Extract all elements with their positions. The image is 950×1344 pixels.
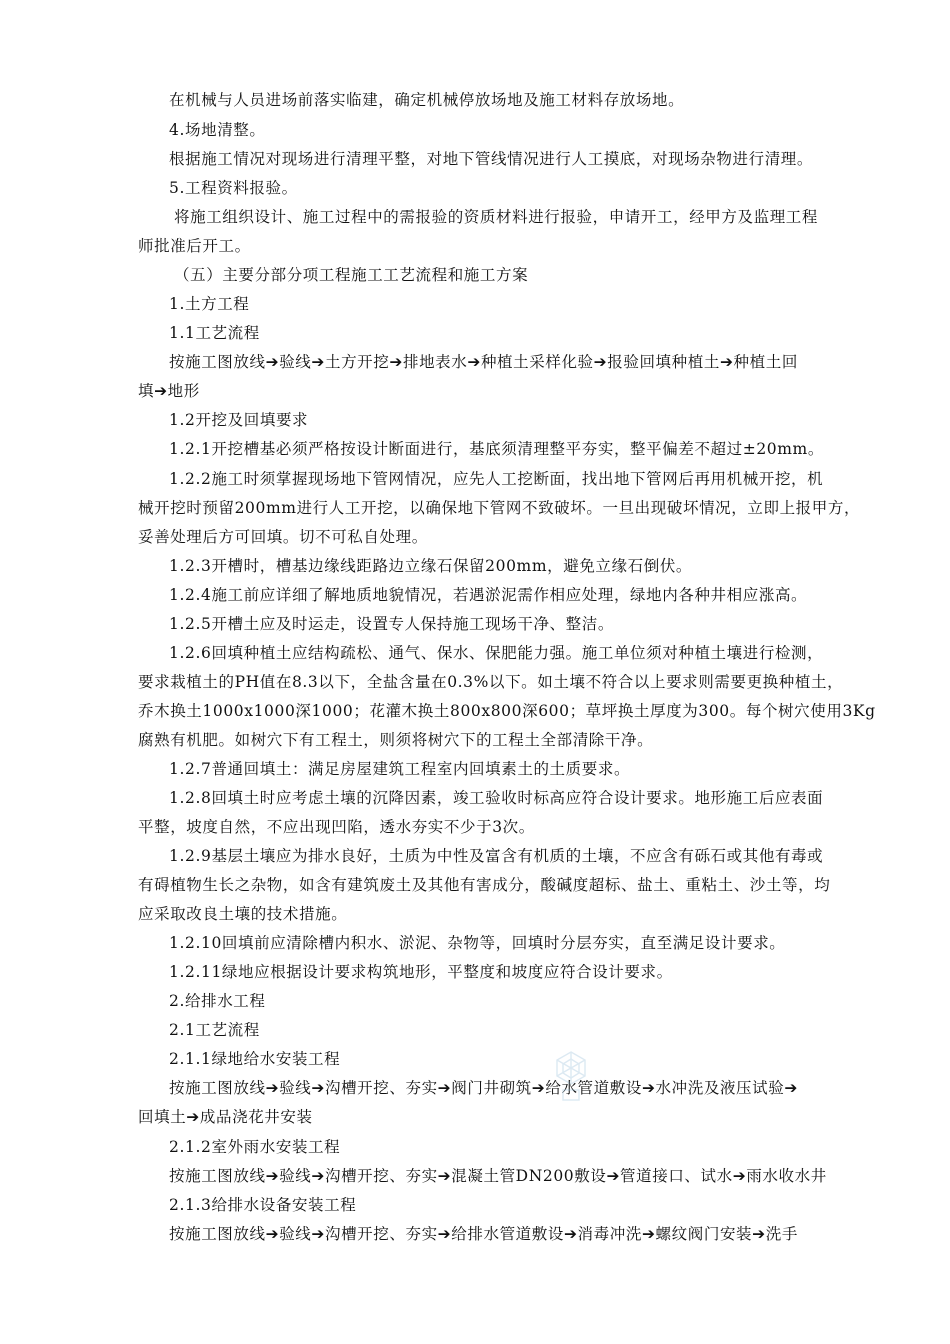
- section-heading: 2.给排水工程: [169, 992, 266, 1010]
- section-heading: 5.工程资料报验。: [169, 179, 298, 197]
- process-flow-line: 回填土➔成品浇花井安装: [138, 1108, 313, 1126]
- paragraph-line: 师批准后开工。: [138, 237, 251, 255]
- paragraph-line: 1.2.11绿地应根据设计要求构筑地形，平整度和坡度应符合设计要求。: [169, 963, 673, 981]
- process-flow-line: 按施工图放线➔验线➔土方开挖➔排地表水➔种植土采样化验➔报验回填种植土➔种植土回: [169, 353, 798, 371]
- paragraph-line: 应采取改良土壤的技术措施。: [138, 905, 348, 923]
- process-flow-line: 按施工图放线➔验线➔沟槽开挖、夯实➔阀门井砌筑➔给水管道敷设➔水冲洗及液压试验➔: [169, 1079, 798, 1097]
- section-heading: 1.1工艺流程: [169, 324, 260, 342]
- process-flow-line: 按施工图放线➔验线➔沟槽开挖、夯实➔混凝土管DN200敷设➔管道接口、试水➔雨水收水井: [169, 1167, 827, 1185]
- paragraph-line: 根据施工情况对现场进行清理平整，对地下管线情况进行人工摸底，对现场杂物进行清理。: [169, 150, 814, 168]
- watermark-icon: [552, 1048, 590, 1106]
- process-flow-line: 按施工图放线➔验线➔沟槽开挖、夯实➔给排水管道敷设➔消毒冲洗➔螺纹阀门安装➔洗手: [169, 1225, 798, 1243]
- paragraph-line: 1.2.3开槽时，槽基边缘线距路边立缘石保留200mm，避免立缘石倒伏。: [169, 557, 693, 575]
- paragraph-line: 械开挖时预留200mm进行人工开挖，以确保地下管网不致破坏。一旦出现破坏情况，立即上报甲方，: [138, 499, 861, 517]
- paragraph-line: 1.2.10回填前应清除槽内积水、淤泥、杂物等，回填时分层夯实，直至满足设计要求。: [169, 934, 786, 952]
- paragraph-line: 1.2.5开槽土应及时运走，设置专人保持施工现场干净、整洁。: [169, 615, 614, 633]
- section-heading: 1.2开挖及回填要求: [169, 411, 309, 429]
- paragraph-line: 1.2.6回填种植土应结构疏松、通气、保水、保肥能力强。施工单位须对种植土壤进行检测，: [169, 644, 824, 662]
- section-heading: 1.土方工程: [169, 295, 250, 313]
- process-flow-line: 填➔地形: [138, 382, 200, 400]
- paragraph-line: 1.2.8回填土时应考虑土壤的沉降因素，竣工验收时标高应符合设计要求。地形施工后应表面: [169, 789, 824, 807]
- paragraph-line: 腐熟有机肥。如树穴下有工程土，则须将树穴下的工程土全部清除干净。: [138, 731, 654, 749]
- paragraph-line: 平整，坡度自然，不应出现凹陷，透水夯实不少于3次。: [138, 818, 535, 836]
- section-heading: 2.1.3给排水设备安装工程: [169, 1196, 357, 1214]
- paragraph-line: 有碍植物生长之杂物，如含有建筑废土及其他有害成分，酸碱度超标、盐土、重粘土、沙土等，均: [138, 876, 831, 894]
- paragraph-line: 1.2.4施工前应详细了解地质地貌情况，若遇淤泥需作相应处理，绿地内各种井相应涨高。: [169, 586, 808, 604]
- paragraph-line: 将施工组织设计、施工过程中的需报验的资质材料进行报验，申请开工，经甲方及监理工程: [174, 208, 819, 226]
- paragraph-line: 妥善处理后方可回填。切不可私自处理。: [138, 528, 428, 546]
- paragraph-line: 1.2.7普通回填土：满足房屋建筑工程室内回填素土的土质要求。: [169, 760, 631, 778]
- section-heading: 2.1工艺流程: [169, 1021, 260, 1039]
- paragraph-line: 1.2.9基层土壤应为排水良好，土质为中性及富含有机质的土壤，不应含有砾石或其他有毒或: [169, 847, 824, 865]
- paragraph-line: 要求栽植土的PH值在8.3以下，全盐含量在0.3%以下。如土壤不符合以上要求则需要更换种植土，: [138, 673, 844, 691]
- section-heading: 2.1.1绿地给水安装工程: [169, 1050, 341, 1068]
- paragraph-line: 乔木换土1000x1000深1000；花灌木换土800x800深600；草坪换土厚度为300。每个树穴使用3Kg: [138, 702, 876, 720]
- section-heading: （五）主要分部分项工程施工工艺流程和施工方案: [174, 266, 529, 284]
- section-heading: 2.1.2室外雨水安装工程: [169, 1138, 341, 1156]
- paragraph-line: 1.2.1开挖槽基必须严格按设计断面进行，基底须清理整平夯实，整平偏差不超过±20mm。: [169, 440, 824, 458]
- section-heading: 4.场地清整。: [169, 121, 266, 139]
- paragraph-line: 在机械与人员进场前落实临建，确定机械停放场地及施工材料存放场地。: [169, 91, 685, 109]
- paragraph-line: 1.2.2施工时须掌握现场地下管网情况，应先人工挖断面，找出地下管网后再用机械开挖，机: [169, 470, 824, 488]
